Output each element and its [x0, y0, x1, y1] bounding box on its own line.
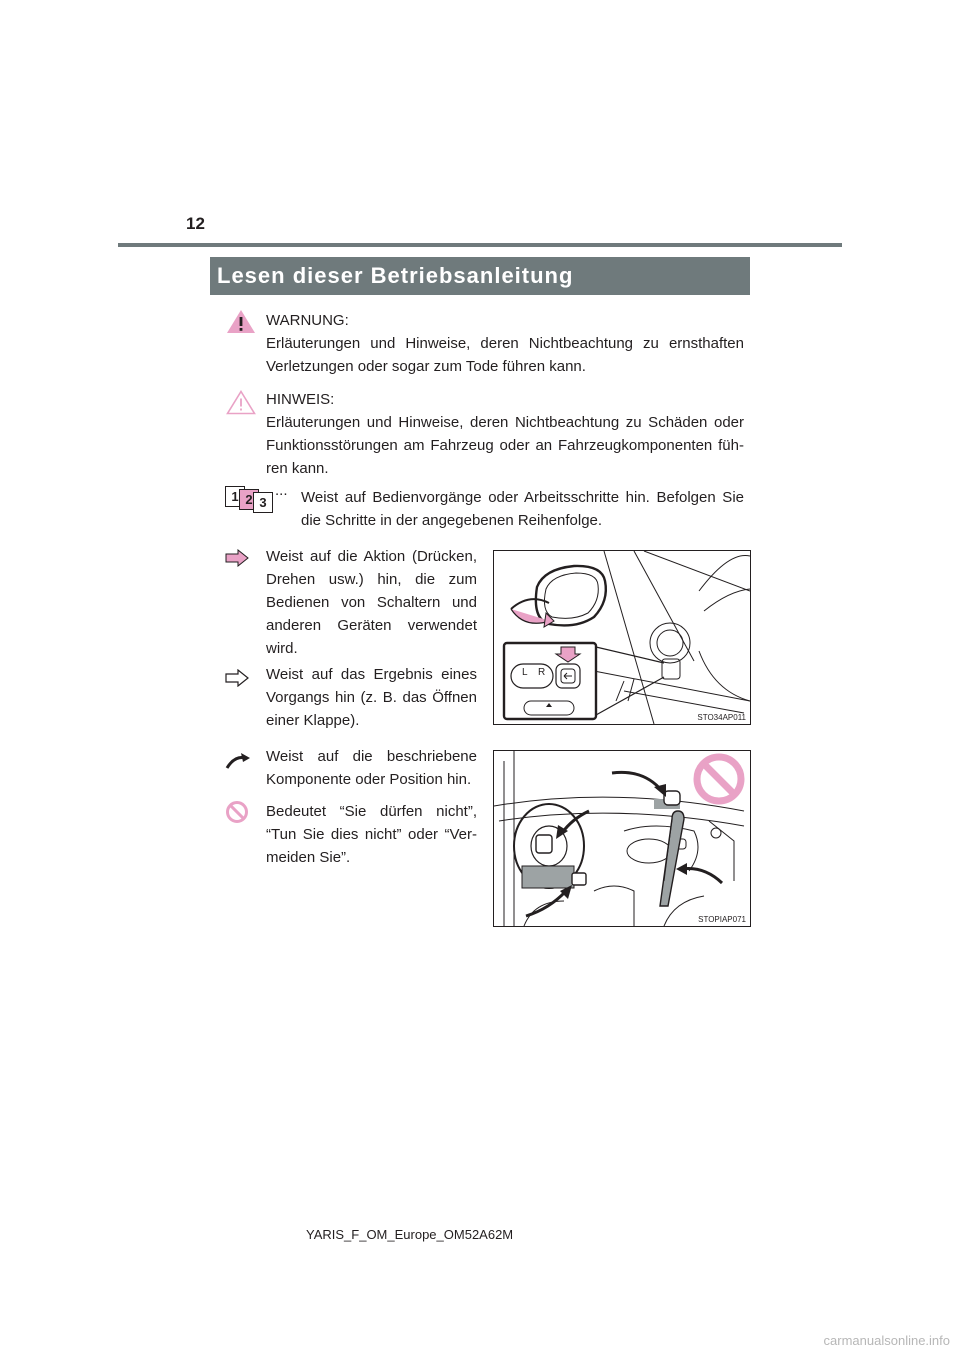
step-numbers-icon: [225, 482, 291, 512]
outline-arrow-icon: [225, 669, 249, 687]
warning-outline-icon: [226, 390, 256, 415]
steps-text: Weist auf Bedienvorgänge oder Arbeitsschritte hin. Befolgen Sie die Schritte in der angegebenen Reihenfolge.: [301, 489, 744, 529]
warning-text: Erläuterungen und Hinweise, deren Nichtbeachtung zu ernsthaften Verletzungen oder sogar zum Tode führen kann.: [266, 335, 744, 375]
warning-filled-icon: [226, 309, 256, 334]
step-ellipsis: ...: [275, 482, 288, 499]
step-number-3: 3: [253, 492, 273, 513]
mirror-switch-left: L: [522, 667, 528, 678]
step-number-1: 1: [225, 486, 245, 507]
warning-label: WARNUNG:: [266, 312, 349, 329]
header-rule: [118, 243, 842, 247]
section-title: Lesen dieser Betriebsanleitung: [210, 257, 750, 295]
action-arrow-text: Weist auf die Aktion (Drücken, Drehen usw.) hin, die zum Bedienen von Schaltern und anderen Geräten verwendet wird.: [266, 548, 477, 657]
step-number-2: 2: [239, 489, 259, 510]
prohibition-icon: [225, 800, 249, 824]
mirror-illustration: [494, 551, 750, 724]
footer-document-id: YARIS_F_OM_Europe_OM52A62M: [306, 1227, 514, 1242]
page-number: 12: [186, 214, 205, 233]
mirror-adjustment-figure: [493, 550, 751, 725]
result-arrow-text: Weist auf das Ergebnis eines Vorgangs hin (z. B. das Öffnen einer Klappe).: [266, 666, 477, 729]
warning-entry: [266, 309, 744, 378]
figure-code: STOPIAP071: [698, 915, 746, 924]
curved-arrow-icon: [225, 752, 251, 770]
interior-illustration: [494, 751, 750, 926]
mirror-switch-right: R: [538, 667, 546, 678]
filled-arrow-icon: [225, 549, 249, 567]
watermark: carmanualsonline.info: [823, 1333, 950, 1348]
interior-figure: [493, 750, 751, 927]
notice-label: HINWEIS:: [266, 391, 335, 408]
notice-entry: [266, 388, 744, 480]
notice-text: Erläuterungen und Hinweise, deren Nichtbeachtung zu Schäden oder Funktionsstörungen am Fahrzeug oder an Fahrzeugkomponenten füh- ren kann.: [266, 414, 744, 477]
prohibition-text: Bedeutet “Sie dürfen nicht”, “Tun Sie dies nicht” oder “Ver- meiden Sie”.: [266, 803, 477, 866]
pointer-arrow-text: Weist auf die beschriebene Komponente oder Position hin.: [266, 748, 477, 788]
figure-code: STO34AP011: [697, 713, 746, 722]
